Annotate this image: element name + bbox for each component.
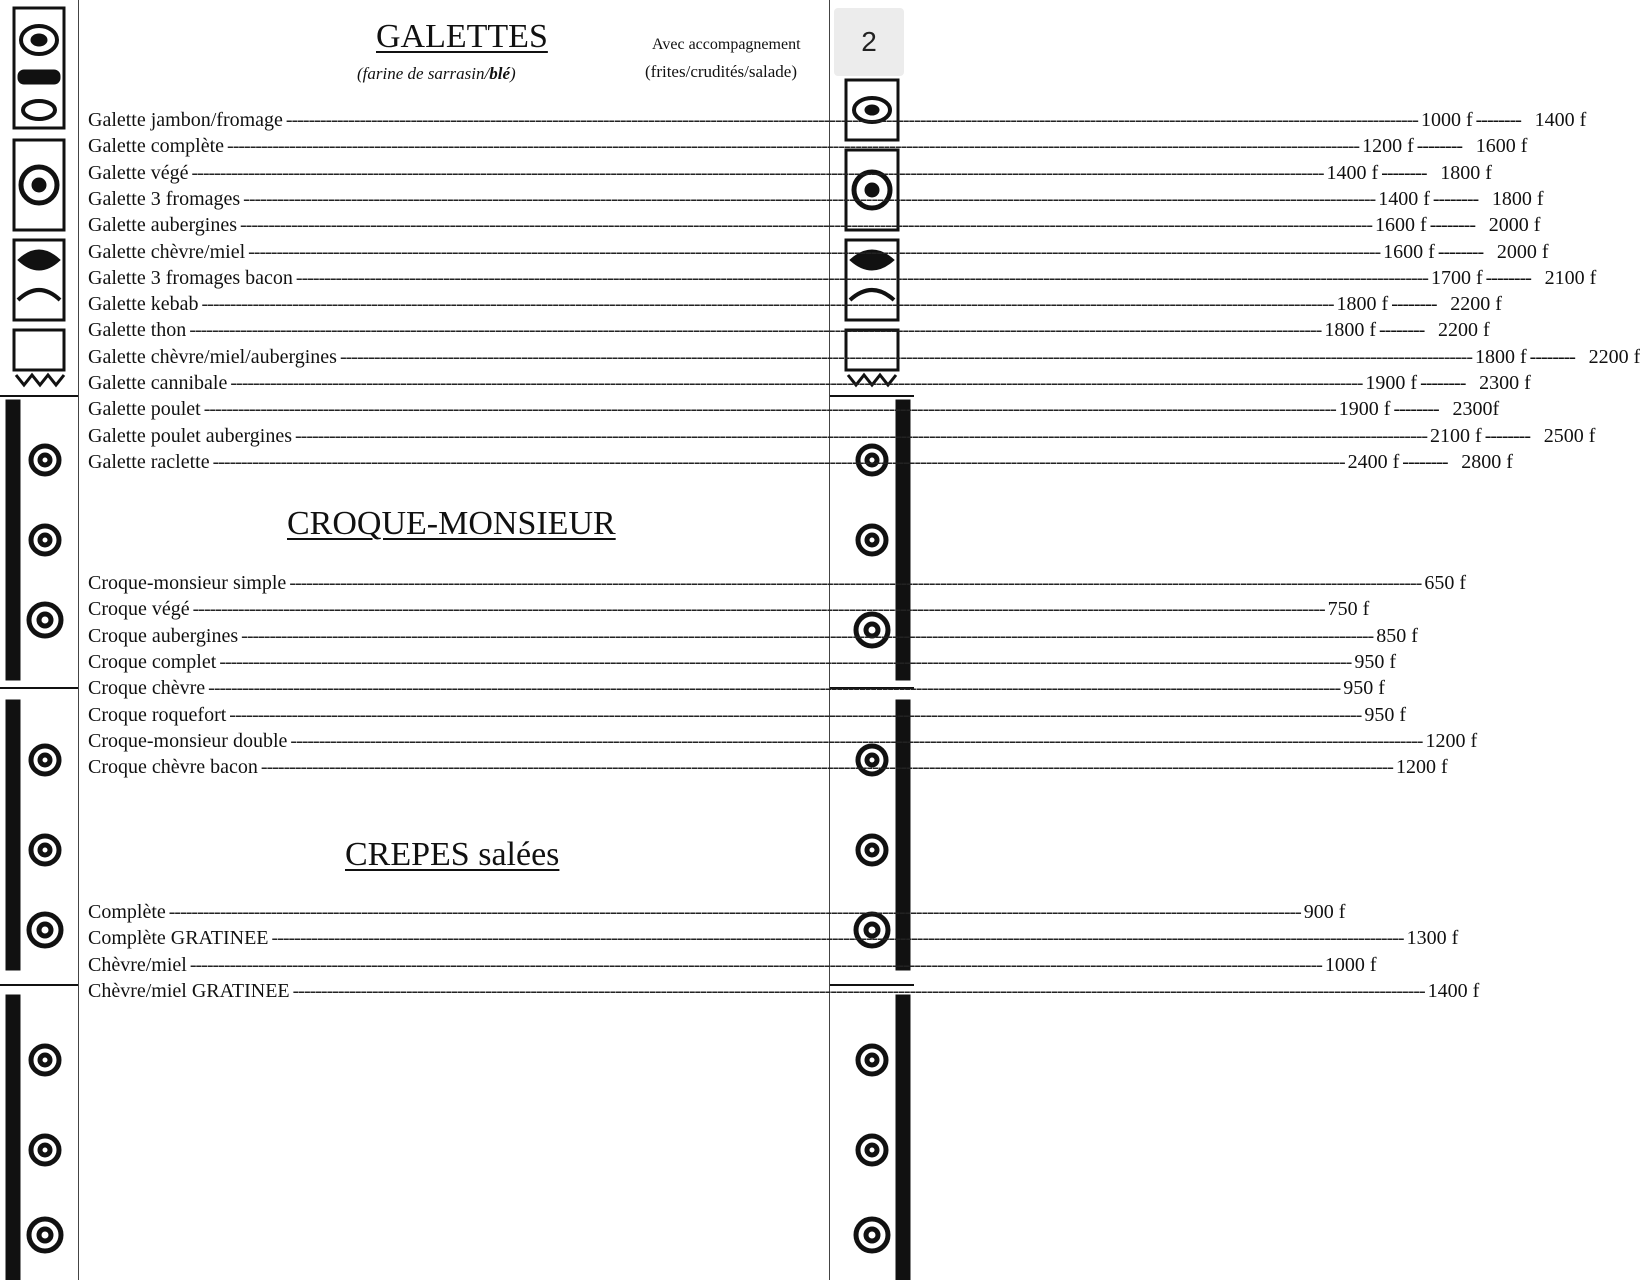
dot-leader: --------------------------------------------------------------------------------------------------------------------------------------------------------------------------------------------------------: [243, 187, 1376, 210]
menu-item-row: [88, 396, 1500, 422]
dot-leader: --------------------------------------------------------------------------------------------------------------------------------------------------------------------------------------------------------: [240, 214, 1373, 237]
menu-item-price: 950 f: [1364, 703, 1406, 726]
menu-item-name: Galette végé: [88, 161, 189, 184]
accompaniment-note: Avec accompagnement: [652, 36, 801, 53]
tribal-pattern-icon: [0, 0, 78, 1280]
menu-item-name: Chèvre/miel: [88, 953, 187, 976]
menu-item-row: [88, 265, 1597, 291]
dot-leader: --------: [1475, 109, 1521, 131]
menu-item-price: 1000 f: [1324, 953, 1377, 976]
menu-item-row: [88, 423, 1596, 449]
dot-leader: --------------------------------------------------------------------------------------------------------------------------------------------------------------------------------------------------------: [212, 450, 1345, 473]
menu-item-price: 1300 f: [1406, 927, 1459, 950]
dot-leader: --------------------------------------------------------------------------------------------------------------------------------------------------------------------------------------------------------: [290, 729, 1423, 752]
menu-item-price-with-side: 2000 f: [1496, 240, 1549, 263]
menu-item-price-with-side: 1800 f: [1491, 187, 1544, 210]
menu-item-row: [88, 107, 1587, 133]
menu-item-price: 1800 f: [1475, 345, 1527, 368]
menu-item-row: [88, 291, 1502, 317]
dot-leader: --------------------------------------------------------------------------------------------------------------------------------------------------------------------------------------------------------: [229, 703, 1362, 726]
menu-item-name: Galette chèvre/miel: [88, 240, 246, 263]
menu-item-name: Croque aubergines: [88, 624, 239, 647]
menu-item-name: Chèvre/miel GRATINEE: [88, 979, 290, 1002]
menu-item-price: 1900 f: [1365, 372, 1418, 394]
dot-leader: --------------------------------------------------------------------------------------------------------------------------------------------------------------------------------------------------------: [285, 109, 1418, 131]
menu-item-price: 2400 f: [1347, 450, 1400, 473]
menu-item-price-with-side: 1800 f: [1440, 161, 1492, 184]
dot-leader: --------------------------------------------------------------------------------------------------------------------------------------------------------------------------------------------------------: [289, 572, 1422, 594]
menu-item-row: [88, 239, 1549, 265]
menu-item-name: Galette cannibale: [88, 372, 228, 394]
menu-item-name: Croque-monsieur simple: [88, 572, 287, 594]
menu-item-price: 850 f: [1376, 624, 1418, 647]
menu-item-name: Croque chèvre bacon: [88, 756, 258, 779]
menu-item-name: Complète GRATINEE: [88, 927, 269, 950]
menu-item-price-with-side: 2200 f: [1450, 293, 1502, 316]
menu-item-price: 950 f: [1343, 677, 1385, 700]
menu-item-row: [88, 728, 1478, 754]
dot-leader: --------------------------------------------------------------------------------------------------------------------------------------------------------------------------------------------------------: [227, 135, 1360, 158]
dot-leader: --------------------------------------------------------------------------------------------------------------------------------------------------------------------------------------------------------: [208, 677, 1341, 700]
dot-leader: --------: [1529, 345, 1575, 368]
menu-item-price: 1700 f: [1430, 266, 1483, 289]
menu-item-name: Galette 3 fromages: [88, 187, 241, 210]
menu-item-price: 1600 f: [1383, 240, 1435, 263]
dot-leader: --------------------------------------------------------------------------------------------------------------------------------------------------------------------------------------------------------: [241, 624, 1374, 647]
menu-item-price-with-side: 2300f: [1452, 398, 1500, 421]
menu-item-price-with-side: 2200 f: [1588, 345, 1640, 368]
menu-item-price: 650 f: [1424, 572, 1467, 594]
dot-leader: --------: [1402, 450, 1448, 473]
menu-item-row: [88, 160, 1492, 186]
menu-item-name: Galette 3 fromages bacon: [88, 266, 293, 289]
menu-item-price: 1200 f: [1425, 729, 1478, 752]
menu-item-price: 1400 f: [1326, 161, 1379, 184]
menu-item-row: [88, 212, 1541, 238]
menu-item-price: 1000 f: [1420, 109, 1473, 131]
dot-leader: --------: [1393, 398, 1439, 421]
menu-item-price: 900 f: [1303, 901, 1346, 923]
menu-item-row: [88, 649, 1397, 675]
menu-item-name: Complète: [88, 901, 166, 923]
menu-item-name: Galette complète: [88, 135, 225, 158]
accompaniment-note-detail: (frites/crudités/salade): [645, 62, 797, 81]
menu-item-row: [88, 675, 1385, 701]
dot-leader: --------------------------------------------------------------------------------------------------------------------------------------------------------------------------------------------------------: [260, 756, 1393, 779]
dot-leader: --------------------------------------------------------------------------------------------------------------------------------------------------------------------------------------------------------: [191, 161, 1324, 184]
dot-leader: --------: [1484, 424, 1530, 447]
menu-item-price: 1200 f: [1395, 756, 1448, 779]
dot-leader: --------------------------------------------------------------------------------------------------------------------------------------------------------------------------------------------------------: [219, 650, 1352, 673]
menu-item-name: Galette poulet aubergines: [88, 424, 293, 447]
dot-leader: --------: [1437, 240, 1484, 263]
menu-item-name: Galette chèvre/miel/aubergines: [88, 345, 337, 368]
menu-item-price: 1400 f: [1427, 979, 1480, 1002]
dot-leader: --------------------------------------------------------------------------------------------------------------------------------------------------------------------------------------------------------: [168, 901, 1301, 923]
menu-item-price: 1800 f: [1324, 319, 1377, 342]
menu-item-name: Galette aubergines: [88, 214, 238, 237]
menu-item-price-with-side: 2100 f: [1544, 266, 1597, 289]
menu-item-row: [88, 952, 1377, 978]
page-number: 2: [834, 8, 904, 76]
menu-item-price: 1600 f: [1375, 214, 1427, 237]
croque-title: CROQUE-MONSIEUR: [287, 505, 616, 542]
crepes-title: CREPES salées: [345, 836, 560, 873]
menu-item-name: Croque chèvre: [88, 677, 206, 700]
menu-item-row: [88, 623, 1418, 649]
menu-item-price: 750 f: [1327, 598, 1370, 621]
menu-item-price: 1800 f: [1336, 293, 1389, 316]
menu-item-price-with-side: 2200 f: [1438, 319, 1490, 342]
menu-item-row: [88, 978, 1480, 1004]
menu-item-price: 950 f: [1354, 650, 1397, 673]
menu-item-name: Croque végé: [88, 598, 190, 621]
dot-leader: --------: [1379, 319, 1425, 342]
menu-item-name: Croque roquefort: [88, 703, 227, 726]
menu-item-price-with-side: 2500 f: [1543, 424, 1596, 447]
menu-item-name: Galette kebab: [88, 293, 199, 316]
menu-item-row: [88, 317, 1490, 343]
dot-leader: --------: [1420, 372, 1466, 394]
dot-leader: --------------------------------------------------------------------------------------------------------------------------------------------------------------------------------------------------------: [189, 953, 1322, 976]
galettes-subtitle: (farine de sarrasin/blé): [357, 64, 516, 83]
menu-item-price: 1900 f: [1338, 398, 1391, 421]
menu-item-row: [88, 370, 1531, 396]
menu-item-row: [88, 186, 1544, 212]
menu-item-row: [88, 899, 1346, 925]
menu-item-row: [88, 344, 1640, 370]
menu-item-name: Galette poulet: [88, 398, 201, 421]
dot-leader: --------------------------------------------------------------------------------------------------------------------------------------------------------------------------------------------------------: [201, 293, 1334, 316]
menu-item-row: [88, 570, 1467, 596]
dot-leader: --------------------------------------------------------------------------------------------------------------------------------------------------------------------------------------------------------: [192, 598, 1325, 621]
dot-leader: --------------------------------------------------------------------------------------------------------------------------------------------------------------------------------------------------------: [230, 372, 1363, 394]
menu-item-price-with-side: 2300 f: [1479, 372, 1531, 394]
menu-item-row: [88, 596, 1370, 622]
menu-item-name: Croque complet: [88, 650, 217, 673]
dot-leader: --------: [1485, 266, 1531, 289]
left-tribal-border: [0, 0, 79, 1280]
menu-item-name: Croque-monsieur double: [88, 729, 288, 752]
dot-leader: --------------------------------------------------------------------------------------------------------------------------------------------------------------------------------------------------------: [292, 979, 1425, 1002]
menu-item-name: Galette raclette: [88, 450, 210, 473]
menu-item-row: [88, 133, 1528, 159]
menu-item-row: [88, 754, 1448, 780]
menu-item-price: 1400 f: [1378, 187, 1430, 210]
menu-item-row: [88, 925, 1459, 951]
menu-item-row: [88, 702, 1406, 728]
dot-leader: --------------------------------------------------------------------------------------------------------------------------------------------------------------------------------------------------------: [203, 398, 1336, 421]
dot-leader: --------------------------------------------------------------------------------------------------------------------------------------------------------------------------------------------------------: [339, 345, 1472, 368]
dot-leader: --------------------------------------------------------------------------------------------------------------------------------------------------------------------------------------------------------: [189, 319, 1322, 342]
menu-item-price: 1200 f: [1362, 135, 1414, 158]
galettes-title: GALETTES: [376, 18, 548, 55]
menu-item-price: 2100 f: [1430, 424, 1482, 447]
menu-item-price-with-side: 2000 f: [1488, 214, 1541, 237]
dot-leader: --------: [1416, 135, 1463, 158]
menu-item-price-with-side: 1600 f: [1475, 135, 1528, 158]
dot-leader: --------: [1391, 293, 1437, 316]
dot-leader: --------------------------------------------------------------------------------------------------------------------------------------------------------------------------------------------------------: [248, 240, 1381, 263]
menu-item-name: Galette thon: [88, 319, 187, 342]
dot-leader: --------: [1381, 161, 1427, 184]
menu-item-price-with-side: 1400 f: [1534, 109, 1587, 131]
dot-leader: --------------------------------------------------------------------------------------------------------------------------------------------------------------------------------------------------------: [271, 927, 1404, 950]
dot-leader: --------: [1429, 214, 1475, 237]
menu-item-name: Galette jambon/fromage: [88, 109, 283, 131]
menu-item-price-with-side: 2800 f: [1461, 450, 1513, 473]
dot-leader: --------------------------------------------------------------------------------------------------------------------------------------------------------------------------------------------------------: [295, 266, 1428, 289]
dot-leader: --------------------------------------------------------------------------------------------------------------------------------------------------------------------------------------------------------: [295, 424, 1428, 447]
dot-leader: --------: [1432, 187, 1479, 210]
menu-item-row: [88, 449, 1513, 475]
